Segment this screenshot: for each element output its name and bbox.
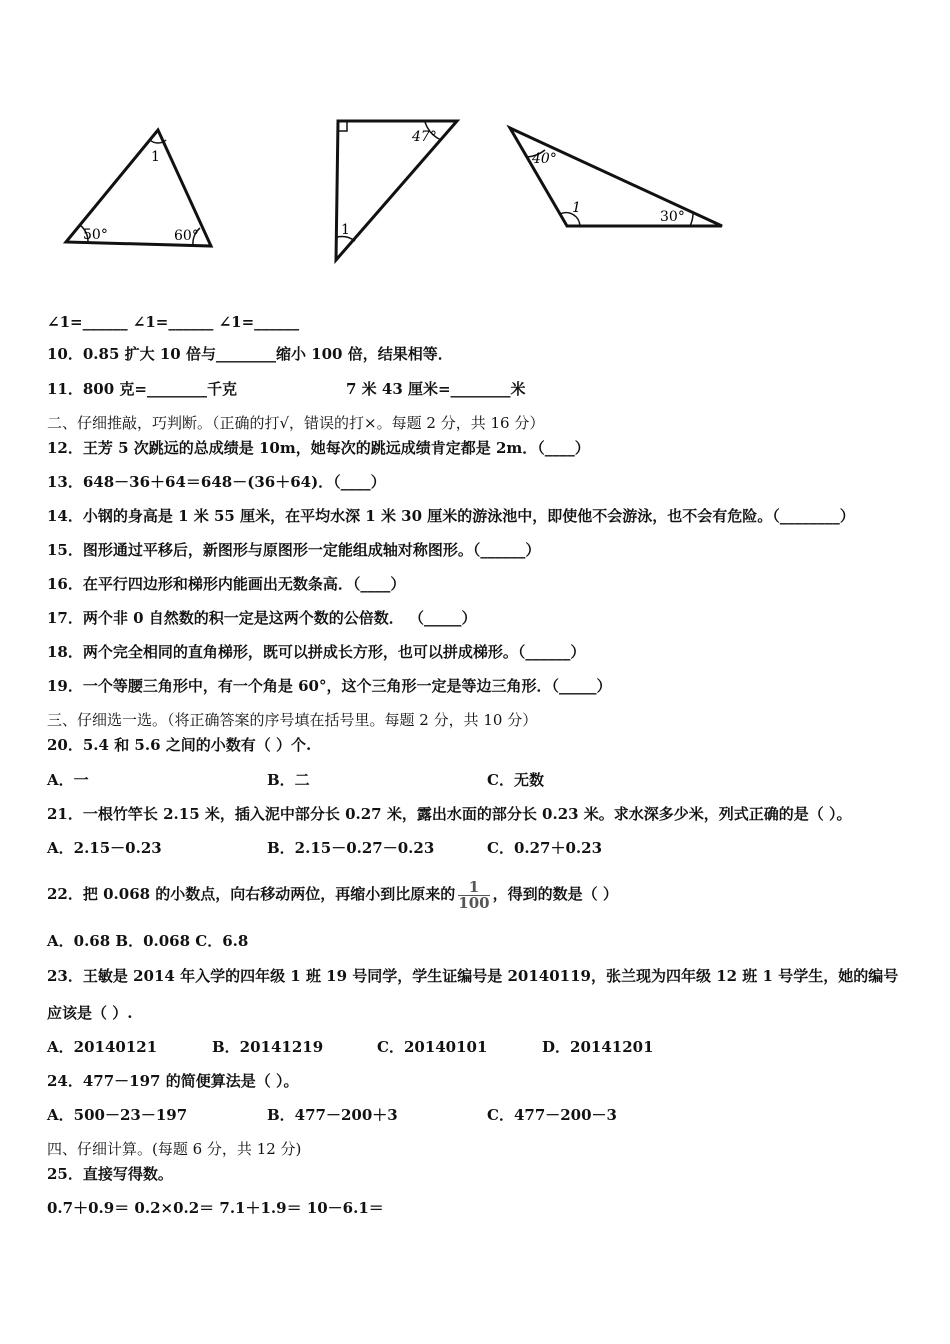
q24-option-a: A．500－23－197 — [47, 1106, 188, 1124]
fig3-right-angle: 30° — [660, 209, 685, 225]
question-11b: 7 米 43 厘米=________米 — [346, 380, 526, 398]
fig3-left-angle: 40° — [532, 151, 557, 167]
q23-option-b: B．20141219 — [212, 1038, 324, 1056]
question-11a: 11．800 克=________千克 — [47, 380, 237, 398]
question-23-line-2: 应该是（ ）. — [47, 1004, 133, 1022]
question-23-line-1: 23．王敏是 2014 年入学的四年级 1 班 19 号同学，学生证编号是 20140119，张兰现为四年级 12 班 1 号学生，她的编号 — [47, 967, 899, 985]
q20-option-b: B．二 — [267, 771, 310, 789]
fig1-angle-label: 1 — [151, 149, 160, 165]
question-14: 14．小钢的身高是 1 米 55 厘米，在平均水深 1 米 30 厘米的游泳池中，即使他不会游泳，也不会有危险。（________） — [47, 507, 855, 525]
question-13: 13．648－36＋64＝648－(36＋64)．（____） — [47, 473, 386, 491]
q21-option-a: A．2.15－0.23 — [47, 839, 162, 857]
triangle-2 — [336, 121, 457, 260]
q22-text-before: 22．把 0.068 的小数点，向右移动两位，再缩小到比原来的 — [47, 885, 456, 903]
question-12: 12．王芳 5 次跳远的总成绩是 10m，她每次的跳远成绩肯定都是 2m．（____） — [47, 439, 590, 457]
q23-option-d: D．20141201 — [542, 1038, 654, 1056]
section-3-heading: 三、仔细选一选。（将正确答案的序号填在括号里。每题 2 分，共 10 分） — [47, 711, 538, 729]
fig2-top-angle: 47° — [412, 129, 437, 145]
question-15: 15．图形通过平移后，新图形与原图形一定能组成轴对称图形。（______） — [47, 541, 541, 559]
triangle-1 — [66, 130, 211, 246]
question-25: 25．直接写得数。 — [47, 1165, 173, 1183]
angle-answers: ∠1=______ ∠1=______ ∠1=______ — [47, 313, 300, 331]
fig1-right-angle: 60° — [174, 228, 199, 244]
fig1-left-angle: 50° — [83, 227, 108, 243]
question-10: 10．0.85 扩大 10 倍与________缩小 100 倍，结果相等． — [47, 345, 453, 363]
q24-option-b: B．477－200＋3 — [267, 1106, 398, 1124]
q22-text-after: ，得到的数是（ ） — [492, 885, 618, 903]
triangle-figures — [0, 0, 950, 290]
question-24: 24．477－197 的简便算法是（ ）。 — [47, 1072, 299, 1090]
q23-option-a: A．20140121 — [47, 1038, 158, 1056]
fraction-one-hundredth — [458, 877, 490, 912]
q20-option-a: A．一 — [47, 771, 89, 789]
q20-option-c: C．无数 — [487, 771, 544, 789]
question-22 — [47, 877, 618, 911]
section-4-heading: 四、仔细计算。(每题 6 分，共 12 分) — [47, 1140, 302, 1158]
question-17: 17．两个非 0 自然数的积一定是这两个数的公倍数． （_____） — [47, 609, 477, 627]
question-18: 18．两个完全相同的直角梯形，既可以拼成长方形，也可以拼成梯形。（______） — [47, 643, 586, 661]
fig3-mid-angle: 1 — [572, 200, 581, 216]
q22-options: A．0.68 B．0.068 C．6.8 — [47, 932, 249, 950]
q25-calculations: 0.7＋0.9＝ 0.2×0.2＝ 7.1＋1.9＝ 10－6.1＝ — [47, 1199, 384, 1217]
q21-option-c: C．0.27＋0.23 — [487, 839, 603, 857]
question-20: 20．5.4 和 5.6 之间的小数有（ ）个. — [47, 736, 312, 754]
q23-option-c: C．20140101 — [377, 1038, 488, 1056]
q24-option-c: C．477－200－3 — [487, 1106, 617, 1124]
fraction-numerator: 1 — [458, 880, 489, 896]
triangle-3 — [510, 128, 722, 226]
question-19: 19．一个等腰三角形中，有一个角是 60°，这个三角形一定是等边三角形．（_____） — [47, 677, 612, 695]
question-16: 16．在平行四边形和梯形内能画出无数条高．（____） — [47, 575, 406, 593]
fraction-denominator: 100 — [458, 893, 490, 912]
q21-option-b: B．2.15－0.27－0.23 — [267, 839, 435, 857]
section-2-heading: 二、仔细推敲，巧判断。（正确的打√，错误的打×。每题 2 分，共 16 分） — [47, 414, 545, 432]
fig2-bottom-angle: 1 — [341, 222, 350, 238]
question-21: 21．一根竹竿长 2.15 米，插入泥中部分长 0.27 米，露出水面的部分长 0.23 米。求水深多少米，列式正确的是（ ）。 — [47, 805, 852, 823]
